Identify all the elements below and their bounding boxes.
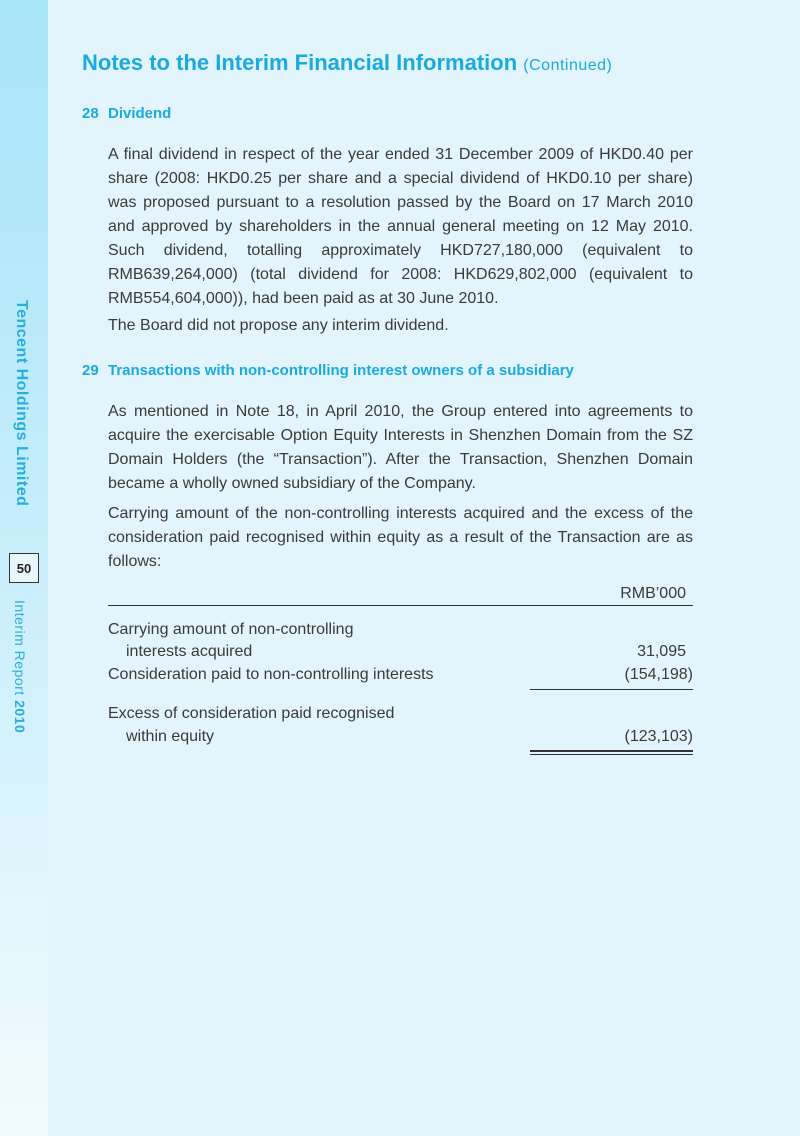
- page-title-text: Notes to the Interim Financial Information: [82, 50, 518, 75]
- total-double-rule-bottom: [530, 754, 693, 755]
- note-28-title: Dividend: [108, 105, 172, 122]
- total-double-rule-top: [530, 750, 693, 752]
- table-unit-header: RMB’000: [620, 585, 686, 602]
- report-label: Interim Report: [12, 600, 28, 696]
- note-29-paragraph-1: As mentioned in Note 18, in April 2010, the Group entered into agreements to acquire the exercisable Option Equity Interests in Shenzhen Domain from the SZ Domain Holders (the “Transaction”). After the Transaction, Shenzhen Domain became a wholly owned subsidiary of the Company.: [108, 403, 693, 492]
- note-28-heading: [82, 105, 171, 122]
- table-row-3-value: (123,103): [624, 728, 693, 745]
- table-row-3-label-line-1: Excess of consideration paid recognised: [108, 705, 395, 722]
- page-number: 50: [9, 553, 39, 583]
- table-row-2-label: Consideration paid to non-controlling interests: [108, 666, 434, 683]
- table-row-2-value: (154,198): [624, 666, 693, 683]
- table-row-3-label-line-2: within equity: [126, 728, 215, 745]
- sidebar-report-label: [12, 600, 28, 733]
- sidebar-company-name: Tencent Holdings Limited: [13, 300, 30, 507]
- page-title: [82, 50, 612, 76]
- table-row-1-label-line-2: interests acquired: [126, 643, 253, 660]
- table-row-1-label-line-1: Carrying amount of non-controlling: [108, 621, 354, 638]
- table-row-1-value: 31,095: [637, 643, 686, 660]
- note-29-title: Transactions with non-controlling interest owners of a subsidiary: [108, 362, 574, 379]
- table-header-rule: [108, 605, 693, 606]
- note-28-paragraph-1: A final dividend in respect of the year ended 31 December 2009 of HKD0.40 per share (2008: HKD0.25 per share and a special dividend of HKD0.10 per share) was proposed pursuant to a resolution passed by the Board on 17 March 2010 and approved by shareholders in the annual general meeting on 12 May 2010. Such dividend, totalling approximately HKD727,180,000 (equivalent to RMB639,264,000) (total dividend for 2008: HKD629,802,000 (equivalent to RMB554,604,000)), had been paid as at 30 June 2010.: [108, 146, 693, 307]
- note-29-number: 29: [82, 362, 99, 379]
- note-28-paragraph-2: The Board did not propose any interim dividend.: [108, 317, 449, 334]
- report-year: 2010: [12, 700, 28, 734]
- sidebar: [0, 0, 48, 1136]
- note-29-paragraph-2: Carrying amount of the non-controlling interests acquired and the excess of the consideration paid recognised within equity as a result of the Transaction are as follows:: [108, 505, 693, 570]
- subtotal-rule: [530, 689, 693, 690]
- page-title-suffix: (Continued): [523, 57, 613, 74]
- note-28-number: 28: [82, 105, 99, 122]
- note-29-heading: [82, 362, 574, 379]
